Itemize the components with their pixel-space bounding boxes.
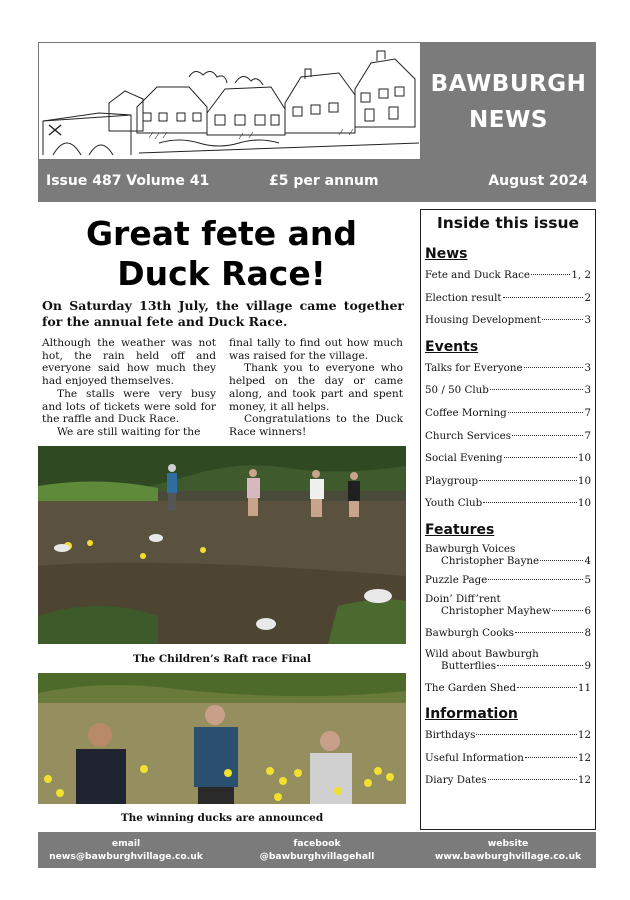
toc-item[interactable]: Youth Club 10 bbox=[425, 497, 591, 510]
paragraph: Thank you to everyone who helped on the day or came along, and took part and spent money, it all helps. bbox=[229, 362, 403, 413]
toc-item[interactable]: Bawburgh Voices Christopher Bayne 4 bbox=[425, 542, 591, 567]
toc-item[interactable]: Fete and Duck Race 1, 2 bbox=[425, 269, 591, 281]
paragraph: The stalls were very busy and lots of tickets were sold for the raffle and Duck Race. bbox=[42, 387, 216, 426]
title-line1: BAWBURGH bbox=[430, 71, 587, 97]
toc-title: Inside this issue bbox=[436, 214, 580, 232]
toc-section-information: Information bbox=[425, 706, 518, 723]
facebook-link[interactable]: @bawburghvillagehall bbox=[259, 851, 375, 862]
photo-caption: The Children’s Raft race Final bbox=[133, 653, 311, 665]
toc-item[interactable]: Talks for Everyone 3 bbox=[425, 361, 591, 374]
footer-facebook bbox=[237, 837, 397, 863]
toc-item[interactable]: Wild about Bawburgh Butterflies 9 bbox=[425, 647, 591, 672]
toc-item[interactable]: Useful Information 12 bbox=[425, 751, 591, 764]
footer-email bbox=[46, 837, 206, 863]
toc-item[interactable]: Doin’ Diff’rent Christopher Mayhew 6 bbox=[425, 592, 591, 617]
article-intro: On Saturday 13th July, the village came together for the annual fete and Duck Race. bbox=[42, 298, 404, 329]
headline-line1: Great fete and bbox=[85, 214, 358, 253]
email-label: email bbox=[111, 838, 141, 849]
toc-item[interactable]: Coffee Morning 7 bbox=[425, 406, 591, 419]
newsletter-title bbox=[421, 42, 596, 160]
paragraph: Congratulations to the Duck Race winners! bbox=[229, 413, 403, 438]
paragraph: Although the weather was not hot, the rain held off and everyone said how much they had enjoyed themselves. bbox=[42, 337, 216, 388]
table-of-contents bbox=[420, 209, 596, 830]
page-title bbox=[38, 214, 405, 294]
facebook-label: facebook bbox=[293, 838, 341, 849]
masthead-illustration bbox=[38, 42, 421, 160]
issue-date: August 2024 bbox=[488, 173, 588, 189]
paragraph: We are still waiting for the bbox=[57, 425, 201, 438]
issue-number: Issue 487 Volume 41 bbox=[46, 173, 210, 189]
village-sketch-image bbox=[39, 43, 421, 160]
toc-section-events: Events bbox=[425, 338, 479, 355]
website-link[interactable]: www.bawburghvillage.co.uk bbox=[434, 851, 582, 862]
toc-item[interactable]: Election result 2 bbox=[425, 291, 591, 304]
winning-ducks-photo bbox=[38, 673, 406, 804]
toc-item[interactable]: Church Services 7 bbox=[425, 429, 591, 442]
headline-line2: Duck Race! bbox=[117, 254, 326, 293]
toc-section-features: Features bbox=[425, 521, 495, 538]
footer-website bbox=[428, 837, 588, 863]
toc-item[interactable]: Puzzle Page 5 bbox=[425, 573, 591, 586]
paragraph: final tally to find out how much was raised for the village. bbox=[229, 337, 403, 362]
title-line2: NEWS bbox=[469, 107, 548, 133]
toc-item[interactable]: Social Evening 10 bbox=[425, 452, 591, 465]
toc-item[interactable]: Birthdays 12 bbox=[425, 729, 591, 742]
article-column-left bbox=[42, 337, 216, 439]
toc-item[interactable]: Bawburgh Cooks 8 bbox=[425, 626, 591, 639]
raft-race-photo bbox=[38, 446, 406, 644]
website-label: website bbox=[487, 838, 529, 849]
toc-item[interactable]: Housing Development 3 bbox=[425, 314, 591, 327]
article-column-right bbox=[229, 337, 403, 439]
toc-item[interactable]: Playgroup 10 bbox=[425, 474, 591, 487]
info-bar bbox=[38, 160, 596, 202]
toc-item[interactable]: 50 / 50 Club 3 bbox=[425, 384, 591, 397]
footer-contact-bar bbox=[38, 832, 596, 868]
subscription-price: £5 per annum bbox=[269, 173, 379, 189]
email-link[interactable]: news@bawburghvillage.co.uk bbox=[49, 851, 203, 862]
toc-item[interactable]: The Garden Shed 11 bbox=[425, 681, 591, 694]
toc-item[interactable]: Diary Dates 12 bbox=[425, 774, 591, 787]
photo-caption: The winning ducks are announced bbox=[120, 812, 324, 824]
toc-section-news: News bbox=[425, 246, 468, 262]
